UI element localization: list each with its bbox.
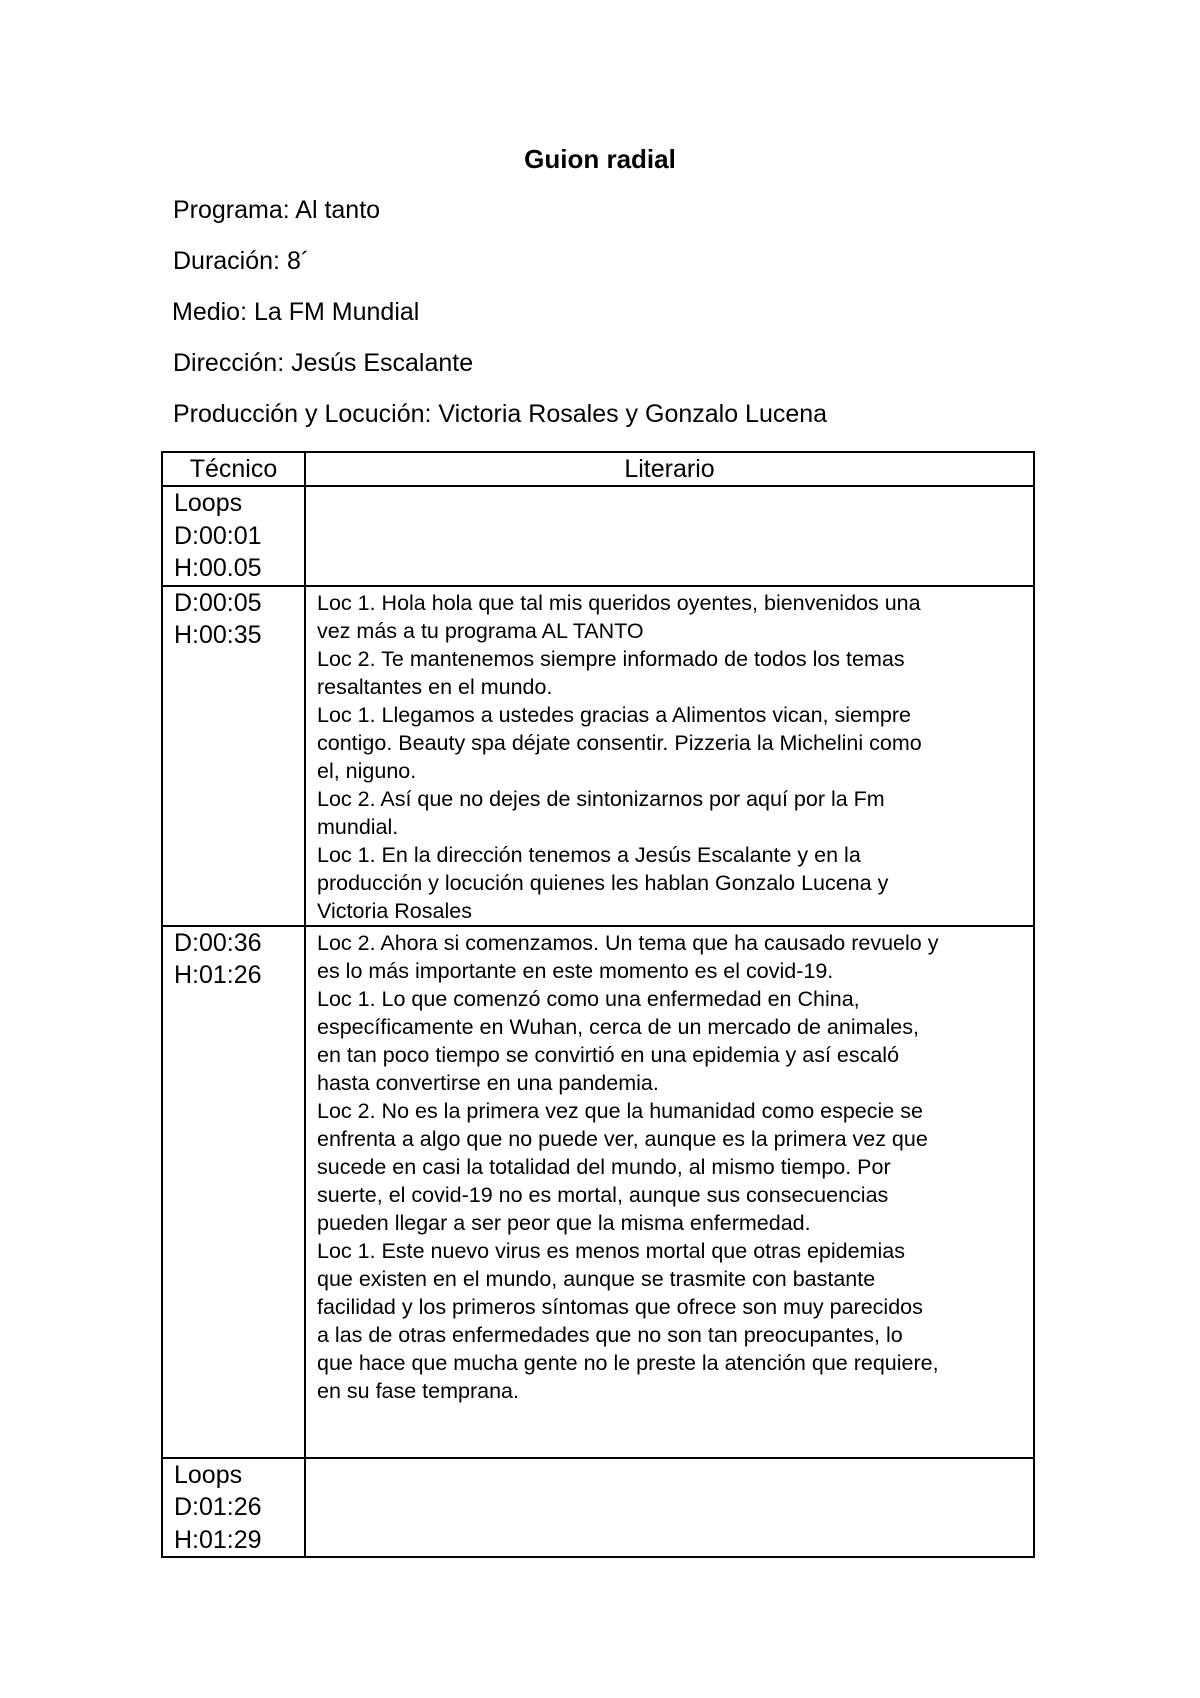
literario-line: vez más a tu programa AL TANTO xyxy=(317,618,644,643)
literario-line: Loc 2. Así que no dejes de sintonizarnos por aquí por la Fm xyxy=(317,786,885,811)
literario-cell xyxy=(305,586,1034,926)
literario-line: sucede en casi la totalidad del mundo, al mismo tiempo. Por xyxy=(317,1154,891,1179)
table-row xyxy=(162,586,1034,926)
literario-cell xyxy=(305,926,1034,1458)
literario-line: Loc 2. Te mantenemos siempre informado de todos los temas xyxy=(317,646,905,671)
literario-line: resaltantes en el mundo. xyxy=(317,674,553,699)
table-body xyxy=(162,486,1034,1557)
meta-duracion: Duración: 8´ xyxy=(173,247,310,275)
literario-line: Victoria Rosales xyxy=(317,898,472,923)
literario-line: pueden llegar a ser peor que la misma enfermedad. xyxy=(317,1210,811,1235)
literario-cell xyxy=(305,486,1034,586)
tecnico-line: D:00:05 xyxy=(174,588,262,617)
tecnico-line: D:00:36 xyxy=(174,928,262,957)
literario-line: suerte, el covid-19 no es mortal, aunque sus consecuencias xyxy=(317,1182,889,1207)
literario-line: que existen en el mundo, aunque se trasmite con bastante xyxy=(317,1266,876,1291)
table-header-row xyxy=(162,452,1034,486)
tecnico-line: H:01:29 xyxy=(174,1525,262,1554)
literario-line: que hace que mucha gente no le preste la atención que requiere, xyxy=(317,1350,939,1375)
literario-line: a las de otras enfermedades que no son tan preocupantes, lo xyxy=(317,1322,903,1347)
literario-line: Loc 1. Este nuevo virus es menos mortal que otras epidemias xyxy=(317,1238,905,1263)
literario-line: contigo. Beauty spa déjate consentir. Pizzeria la Michelini como xyxy=(317,730,922,755)
tecnico-line: Loops xyxy=(174,1460,243,1489)
script-table xyxy=(161,451,1035,1558)
meta-direccion: Dirección: Jesús Escalante xyxy=(173,349,474,377)
literario-line: Loc 2. No es la primera vez que la humanidad como especie se xyxy=(317,1098,923,1123)
tecnico-line: H:00:35 xyxy=(174,621,262,649)
tecnico-cell xyxy=(162,1458,305,1558)
tecnico-line: H:01:26 xyxy=(174,961,262,989)
literario-line: Loc 2. Ahora si comenzamos. Un tema que ha causado revuelo y xyxy=(317,930,939,955)
literario-line: Loc 1. Lo que comenzó como una enfermedad en China, xyxy=(317,986,860,1011)
tecnico-line: D:01:26 xyxy=(174,1493,262,1521)
document-title: Guion radial xyxy=(524,144,676,174)
tecnico-line: H:00.05 xyxy=(174,554,262,582)
meta-programa: Programa: Al tanto xyxy=(173,196,381,224)
tecnico-line: Loops xyxy=(174,489,243,517)
literario-line: enfrenta a algo que no puede ver, aunque es la primera vez que xyxy=(317,1126,928,1151)
literario-line: es lo más importante en este momento es el covid-19. xyxy=(317,958,834,983)
meta-produccion: Producción y Locución: Victoria Rosales y Gonzalo Lucena xyxy=(173,400,828,428)
literario-line: Loc 1. Llegamos a ustedes gracias a Alimentos vican, siempre xyxy=(317,702,911,727)
header-literario: Literario xyxy=(305,452,1034,486)
tecnico-line: D:00:01 xyxy=(174,521,262,550)
table-row xyxy=(162,486,1034,586)
literario-line: específicamente en Wuhan, cerca de un mercado de animales, xyxy=(317,1014,919,1039)
literario-line: mundial. xyxy=(317,814,399,839)
literario-line: en su fase temprana. xyxy=(317,1378,519,1403)
literario-line: en tan poco tiempo se convirtió en una epidemia y así escaló xyxy=(317,1042,900,1067)
literario-cell xyxy=(305,1458,1034,1558)
header-tecnico: Técnico xyxy=(162,452,305,486)
literario-line: el, niguno. xyxy=(317,758,417,783)
literario-line: Loc 1. En la dirección tenemos a Jesús Escalante y en la xyxy=(317,842,861,867)
literario-line: hasta convertirse en una pandemia. xyxy=(317,1070,659,1095)
table-row xyxy=(162,1458,1034,1558)
tecnico-cell xyxy=(162,486,305,586)
table-row xyxy=(162,926,1034,1458)
literario-line: facilidad y los primeros síntomas que ofrece son muy parecidos xyxy=(317,1294,923,1319)
tecnico-cell xyxy=(162,586,305,926)
literario-line: Loc 1. Hola hola que tal mis queridos oyentes, bienvenidos una xyxy=(317,590,921,615)
literario-line: producción y locución quienes les hablan Gonzalo Lucena y xyxy=(317,870,889,895)
tecnico-cell xyxy=(162,926,305,1458)
meta-medio: Medio: La FM Mundial xyxy=(172,298,420,326)
